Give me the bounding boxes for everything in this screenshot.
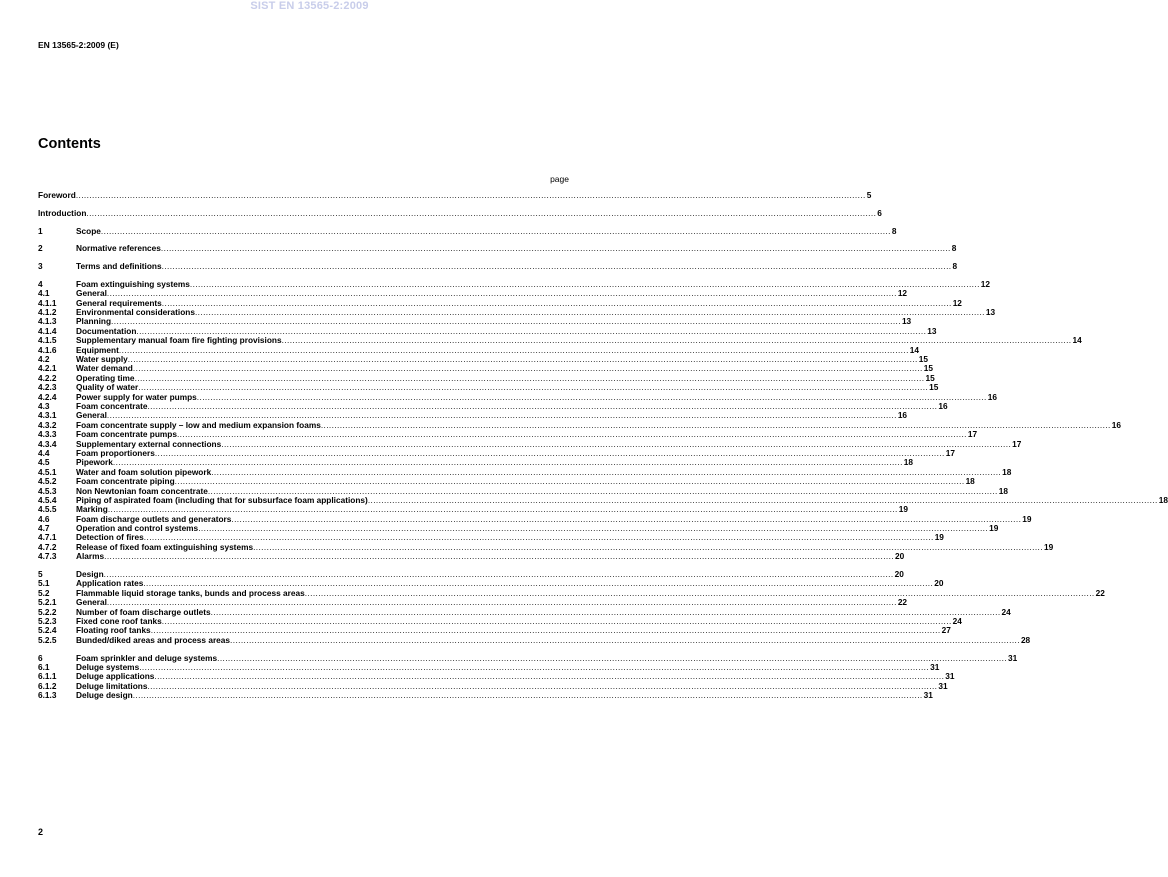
toc-entry-number: 4.5: [38, 457, 50, 468]
toc-entry-page: 19: [898, 504, 908, 515]
toc-entry-title: Foam discharge outlets and generators: [76, 513, 232, 524]
toc-entry-number: 6.1: [38, 661, 50, 672]
toc-entry-page: 8: [951, 243, 957, 254]
toc-leader-dots: [86, 209, 876, 218]
toc-entry-title: Water and foam solution pipework: [76, 466, 212, 477]
toc-entry-number: 4.3.2: [38, 419, 57, 430]
toc-entry-title: Environmental considerations: [76, 307, 195, 318]
toc-entry-page: 19: [1022, 513, 1032, 524]
toc-entry-number: 5.2.2: [38, 606, 57, 617]
toc-entry[interactable]: [38, 225, 897, 236]
toc-entry-number: 4.7: [38, 523, 50, 534]
toc-entry-page: 16: [987, 391, 997, 402]
toc-entry-number: 4.1: [38, 288, 50, 299]
toc-entry-page: 31: [945, 671, 955, 682]
toc-entry-page: 16: [1111, 419, 1121, 430]
toc-entry-title: Piping of aspirated foam (including that for subsurface foam applications): [76, 494, 368, 505]
toc-leader-dots: [133, 691, 923, 700]
toc-entry-page: 13: [985, 307, 996, 318]
table-of-contents: [38, 190, 1168, 701]
toc-entry-number: 4.5.1: [38, 466, 57, 477]
toc-entry-title: Planning: [76, 316, 112, 327]
toc-entry-title: Marking: [76, 504, 108, 515]
toc-entry-number: 4.1.4: [38, 325, 57, 336]
toc-entry-title: Deluge limitations: [76, 680, 148, 691]
toc-entry-title: General: [76, 288, 107, 299]
toc-entry-number: 4.5.3: [38, 485, 57, 496]
toc-entry-title: Foam concentrate supply – low and medium expansion foams: [76, 419, 321, 430]
toc-entry-number: 4.7.3: [38, 551, 57, 562]
toc-entry-page: 18: [998, 485, 1008, 496]
toc-entry-page: 27: [941, 625, 951, 636]
toc-entry-number: 4.1.5: [38, 335, 57, 346]
toc-entry-page: 24: [952, 615, 962, 626]
toc-entry-number: 5: [38, 569, 43, 580]
toc-entry-title: Foam proportioners: [76, 447, 155, 458]
toc-entry-page: 13: [927, 325, 937, 336]
toc-entry-title: Design: [76, 569, 104, 580]
toc-entry-page: 12: [980, 278, 991, 289]
toc-entry[interactable]: [38, 634, 1031, 645]
toc-entry-title: Foam concentrate: [76, 400, 148, 411]
toc-entry-title: Operation and control systems: [76, 523, 199, 534]
toc-leader-dots: [162, 262, 952, 271]
toc-entry-title: Supplementary manual foam fire fighting provisions: [76, 335, 282, 346]
toc-entry-page: 31: [1008, 652, 1018, 663]
toc-entry-page: 17: [967, 429, 978, 440]
page-title: Contents: [38, 136, 101, 152]
toc-entry-number: 4.1.3: [38, 316, 57, 327]
toc-entry-number: 4.1.6: [38, 344, 57, 355]
toc-entry-page: 19: [989, 523, 999, 534]
toc-entry-number: 5.2: [38, 587, 50, 598]
toc-entry-page: 18: [1002, 466, 1012, 477]
toc-entry-number: 4.5.2: [38, 476, 57, 487]
toc-entry-page: 15: [925, 372, 935, 383]
toc-entry-number: 4.3.4: [38, 438, 57, 449]
toc-entry-page: 18: [903, 457, 914, 468]
toc-entry-number: 4.5.5: [38, 504, 57, 515]
toc-entry-title: Detection of fires: [76, 532, 144, 543]
toc-entry-page: 12: [897, 288, 908, 299]
toc-leader-dots: [101, 227, 891, 236]
toc-entry-number: 4.3.3: [38, 429, 57, 440]
toc-entry-page: 31: [930, 661, 940, 672]
toc-entry-number: 4.7.2: [38, 541, 57, 552]
toc-entry-title: Scope: [76, 225, 101, 236]
toc-entry-title: Non Newtonian foam concentrate: [76, 485, 208, 496]
toc-entry-number: 6.1.1: [38, 671, 57, 682]
toc-entry-title: Introduction: [38, 207, 87, 218]
toc-entry-number: 1: [38, 225, 43, 236]
toc-entry-page: 22: [897, 597, 908, 608]
toc-entry[interactable]: [38, 207, 882, 218]
toc-entry-number: 4.1.2: [38, 307, 57, 318]
toc-leader-dots: [161, 244, 951, 253]
toc-entry-number: 4.6: [38, 513, 50, 524]
toc-entry-title: Bunded/diked areas and process areas: [76, 634, 231, 645]
toc-entry-page: 12: [952, 297, 962, 308]
toc-entry-number: 5.2.4: [38, 625, 57, 636]
toc-entry-number: 4.4: [38, 447, 50, 458]
toc-entry-page: 15: [923, 363, 933, 374]
page-column-label: page: [550, 174, 569, 184]
toc-entry-number: 4.3.1: [38, 410, 57, 421]
toc-entry-number: 4.7.1: [38, 532, 57, 543]
toc-entry-page: 28: [1020, 634, 1031, 645]
toc-entry-title: Documentation: [76, 325, 137, 336]
toc-entry-number: 6.1.2: [38, 680, 57, 691]
toc-entry-title: Deluge design: [76, 690, 133, 701]
toc-entry-title: Water demand: [76, 363, 133, 374]
toc-entry-title: Supplementary external connections: [76, 438, 222, 449]
toc-entry-title: General requirements: [76, 297, 162, 308]
toc-entry-page: 15: [918, 354, 928, 365]
toc-entry-title: Water supply: [76, 354, 128, 365]
toc-entry-title: Foam sprinkler and deluge systems: [76, 652, 218, 663]
toc-entry-title: Equipment: [76, 344, 119, 355]
toc-entry-number: 4.2.1: [38, 363, 57, 374]
toc-entry-number: 5.2.1: [38, 597, 57, 608]
toc-entry-number: 6: [38, 652, 43, 663]
footer-page-number: 2: [38, 827, 44, 837]
toc-entry-number: 4.3: [38, 400, 50, 411]
toc-entry-page: 13: [901, 316, 912, 327]
toc-entry-number: 5.2.3: [38, 615, 57, 626]
toc-entry-page: 24: [1001, 606, 1011, 617]
toc-entry-number: 4.2.2: [38, 372, 57, 383]
toc-entry-number: 5.1: [38, 578, 50, 589]
toc-entry-page: 18: [965, 476, 975, 487]
toc-entry-page: 17: [1012, 438, 1022, 449]
toc-entry-page: 14: [909, 344, 920, 355]
toc-leader-dots: [76, 191, 866, 200]
toc-entry-number: 4.1.1: [38, 297, 57, 308]
toc-entry-title: Floating roof tanks: [76, 625, 151, 636]
toc-entry-number: 2: [38, 243, 43, 254]
toc-entry-page: 8: [891, 225, 897, 236]
toc-entry-page: 16: [938, 400, 948, 411]
toc-entry-number: 3: [38, 261, 43, 272]
toc-entry[interactable]: [38, 690, 933, 701]
toc-entry-title: Terms and definitions: [76, 261, 162, 272]
toc-entry[interactable]: [38, 190, 872, 200]
toc-entry[interactable]: [38, 261, 958, 272]
toc-entry-number: 5.2.5: [38, 634, 57, 645]
toc-entry-title: Foam extinguishing systems: [76, 278, 190, 289]
toc-entry-page: 31: [923, 690, 933, 701]
toc-entry-page: 6: [877, 207, 882, 218]
toc-entry-page: 20: [934, 578, 944, 589]
toc-entry-number: 4.5.4: [38, 494, 57, 505]
toc-entry[interactable]: [38, 551, 905, 562]
watermark: SIST EN 13565-2:2009: [250, 0, 369, 12]
toc-entry-page: 22: [1095, 587, 1105, 598]
toc-entry-page: 20: [894, 569, 904, 580]
toc-leader-dots: [230, 636, 1020, 645]
toc-entry-page: 18: [1158, 494, 1168, 505]
toc-entry-title: Operating time: [76, 372, 135, 383]
toc-entry-title: Deluge systems: [76, 661, 140, 672]
document-id: EN 13565-2:2009 (E): [38, 40, 119, 50]
toc-entry-title: Application rates: [76, 578, 144, 589]
toc-entry-title: Release of fixed foam extinguishing systems: [76, 541, 254, 552]
toc-entry-page: 16: [897, 410, 908, 421]
toc-entry-number: 6.1.3: [38, 690, 57, 701]
toc-entry-title: Deluge applications: [76, 671, 155, 682]
toc-entry-title: Pipework: [76, 457, 113, 468]
toc-entry[interactable]: [38, 243, 957, 254]
toc-entry-page: 20: [895, 551, 905, 562]
toc-entry-title: Alarms: [76, 551, 105, 562]
toc-entry-title: Normative references: [76, 243, 161, 254]
toc-entry-page: 15: [929, 382, 939, 393]
toc-leader-dots: [104, 552, 894, 561]
toc-entry-number: 4.2: [38, 354, 50, 365]
toc-entry-title: Flammable liquid storage tanks, bunds and process areas: [76, 587, 305, 598]
toc-entry-title: Fixed cone roof tanks: [76, 615, 162, 626]
toc-entry-number: 4.2.3: [38, 382, 57, 393]
toc-entry-page: 14: [1072, 335, 1082, 346]
toc-entry-page: 31: [938, 680, 948, 691]
toc-entry-title: Foreword: [38, 190, 76, 200]
toc-entry-title: Foam concentrate pumps: [76, 429, 177, 440]
toc-entry-title: Quality of water: [76, 382, 139, 393]
toc-entry-title: Number of foam discharge outlets: [76, 606, 211, 617]
toc-entry-page: 19: [934, 532, 944, 543]
toc-entry-title: Power supply for water pumps: [76, 391, 197, 402]
toc-entry-title: General: [76, 410, 107, 421]
toc-entry-title: General: [76, 597, 107, 608]
toc-entry-page: 8: [952, 261, 958, 272]
toc-entry-number: 4: [38, 278, 43, 289]
toc-entry-page: 17: [945, 447, 955, 458]
toc-entry-page: 19: [1043, 541, 1054, 552]
toc-entry-title: Foam concentrate piping: [76, 476, 175, 487]
toc-entry-number: 4.2.4: [38, 391, 57, 402]
toc-entry-page: 5: [866, 190, 872, 200]
